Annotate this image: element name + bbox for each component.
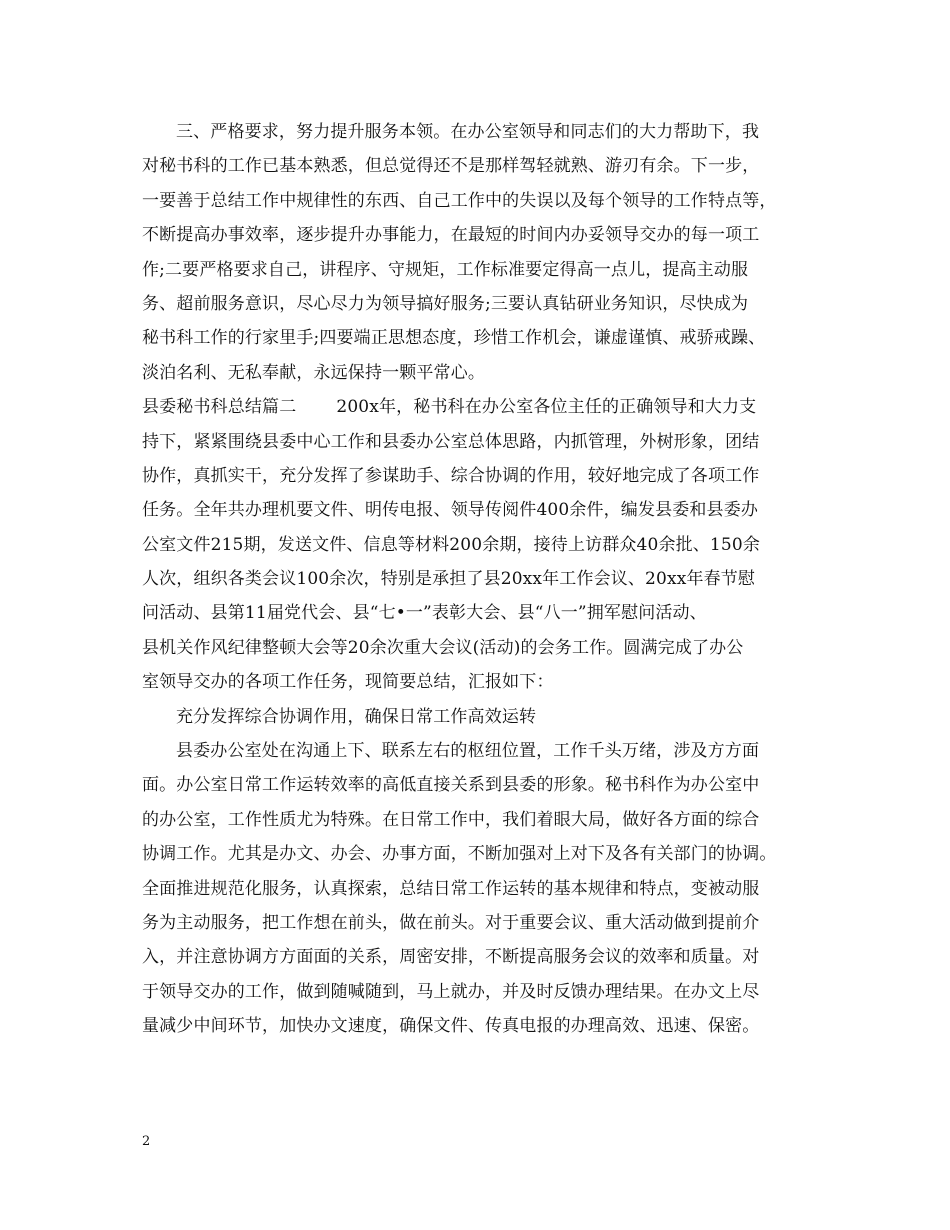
paragraph-line: 量减少中间环节，加快办文速度，确保文件、传真电报的办理高效、迅速、保密。 [142,1016,760,1037]
paragraph-line: 面。办公室日常工作运转效率的高低直接关系到县委的形象。秘书科作为办公室中 [142,775,760,796]
paragraph-line: 淡泊名利、无私奉献，永远保持一颗平常心。 [142,362,485,383]
paragraph-line: 人次，组织各类会议100余次，特别是承担了县20xx年工作会议、20xx年春节慰 [142,569,756,590]
paragraph-line: 协调工作。尤其是办文、办会、办事方面，不断加强对上对下及各有关部门的协调。 [142,844,777,865]
paragraph-line: 公室文件215期，发送文件、信息等材料200余期，接待上访群众40余批、150余 [142,534,760,555]
paragraph-line: 一要善于总结工作中规律性的东西、自己工作中的失误以及每个领导的工作特点等， [142,190,777,211]
section-lead: 200x年，秘书科在办公室各位主任的正确领导和大力支 [336,397,757,418]
paragraph-line: 室领导交办的各项工作任务，现简要总结，汇报如下： [142,672,554,693]
paragraph-line: 全面推进规范化服务，认真探索，总结日常工作运转的基本规律和特点，变被动服 [142,878,760,899]
paragraph-line: 对秘书科的工作已基本熟悉，但总觉得还不是那样驾轻就熟、游刃有余。下一步， [142,156,760,177]
paragraph-line: 作;二要严格要求自己，讲程序、守规矩，工作标准要定得高一点儿，提高主动服 [142,259,749,280]
paragraph-line: 入，并注意协调方方面面的关系，周密安排，不断提高服务会议的效率和质量。对 [142,947,760,968]
section-title-line [142,390,822,424]
paragraph-line: 于领导交办的工作，做到随喊随到，马上就办，并及时反馈办理结果。在办文上尽 [142,981,760,1002]
page-number: 2 [142,1134,151,1149]
paragraph-line: 务、超前服务意识，尽心尽力为领导搞好服务;三要认真钻研业务知识，尽快成为 [142,293,749,314]
section-title: 县委秘书科总结篇二 [142,397,297,418]
paragraph-line: 的办公室，工作性质尤为特殊。在日常工作中，我们着眼大局，做好各方面的综合 [142,809,760,830]
paragraph-line: 协作，真抓实干，充分发挥了参谋助手、综合协调的作用，较好地完成了各项工作 [142,465,760,486]
document-body [142,115,822,1044]
paragraph-line: 三、严格要求，努力提升服务本领。在办公室领导和同志们的大力帮助下，我 [176,122,760,142]
paragraph-line: 务为主动服务，把工作想在前头，做在前头。对于重要会议、重大活动做到提前介 [142,912,760,933]
paragraph-line: 秘书科工作的行家里手;四要端正思想态度，珍惜工作机会，谦虚谨慎、戒骄戒躁、 [142,328,766,349]
paragraph-line: 持下，紧紧围绕县委中心工作和县委办公室总体思路，内抓管理，外树形象，团结 [142,431,760,452]
paragraph-line: 不断提高办事效率，逐步提升办事能力，在最短的时间内办妥领导交办的每一项工 [142,225,760,246]
paragraph-line: 县委办公室处在沟通上下、联系左右的枢纽位置，工作千头万绪，涉及方方面 [176,741,760,762]
paragraph-line: 问活动、县第11届党代会、县“七•一”表彰大会、县“八一”拥军慰问活动、 [142,603,707,624]
paragraph-line: 县机关作风纪律整顿大会等20余次重大会议(活动)的会务工作。圆满完成了办公 [142,637,744,658]
subheading: 充分发挥综合协调作用，确保日常工作高效运转 [176,706,537,727]
paragraph-line: 任务。全年共办理机要文件、明传电报、领导传阅件400余件，编发县委和县委办 [142,500,758,521]
